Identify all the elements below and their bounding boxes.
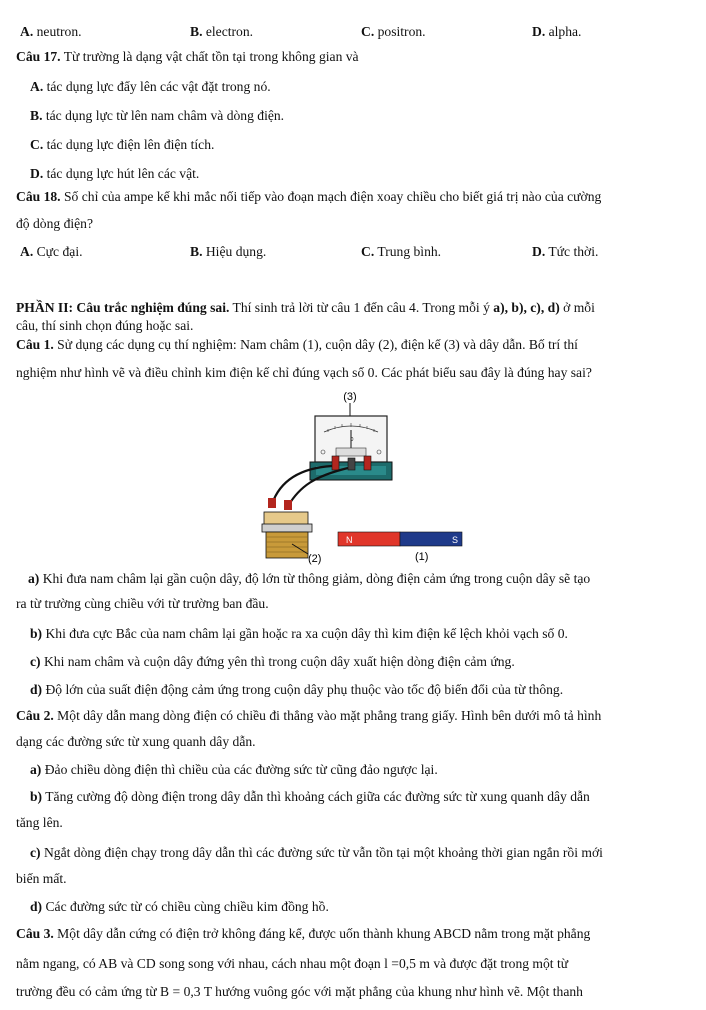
- magnet-label: (1): [415, 551, 429, 563]
- c2-item-b-line2: tăng lên.: [16, 815, 63, 830]
- magnet-icon: [338, 532, 462, 546]
- prev-option-d: D. alpha.: [532, 24, 582, 39]
- c3-stem-line2: nằm ngang, có AB và CD song song với nhau, cách nhau một đoạn l =0,5 m và được đặt trong một từ: [16, 956, 569, 971]
- q18-option-d: D. Tức thời.: [532, 244, 599, 259]
- part2-intro-line2: câu, thí sinh chọn đúng hoặc sai.: [16, 318, 194, 333]
- c1-item-b: b) Khi đưa cực Bắc của nam châm lại gần hoặc ra xa cuộn dây thì kim điện kế lệch khỏi vạch số 0.: [30, 626, 568, 641]
- c1-item-a: a) Khi đưa nam châm lại gần cuộn dây, độ lớn từ thông giảm, dòng điện cảm ứng trong cuộn dây sẽ tạo: [28, 571, 591, 586]
- q18-option-a: A. Cực đại.: [20, 244, 83, 259]
- coil-icon: [262, 512, 312, 558]
- c3-stem-line1: Câu 3. Một dây dẫn cứng có điện trở không đáng kể, được uốn thành khung ABCD nằm trong mặt phẳng: [16, 926, 591, 941]
- q18-option-c: C. Trung bình.: [361, 244, 442, 259]
- prev-option-c: C. positron.: [361, 24, 426, 39]
- c2-item-d: d) Các đường sức từ có chiều cùng chiều kim đồng hồ.: [30, 899, 329, 914]
- coil-label: (2): [308, 553, 322, 565]
- galvanometer-icon: [310, 416, 392, 480]
- c1-item-c: c) Khi nam châm và cuộn dây đứng yên thì trong cuộn dây xuất hiện dòng điện cảm ứng.: [30, 654, 515, 669]
- part2-heading: PHẦN II: Câu trắc nghiệm đúng sai. Thí sinh trả lời từ câu 1 đến câu 4. Trong mỗi ý a), b), c), d) ở mỗi: [16, 300, 595, 315]
- q17-option-b: B. tác dụng lực từ lên nam châm và dòng điện.: [30, 108, 285, 123]
- c3-stem-line3: trường đều có cảm ứng từ B = 0,3 T hướng vuông góc với mặt phẳng của khung như hình vẽ. Một thanh: [16, 984, 583, 999]
- prev-option-b: B. electron.: [190, 24, 254, 39]
- c2-item-a: a) Đảo chiều dòng điện thì chiều của các đường sức từ cũng đảo ngược lại.: [30, 762, 438, 777]
- c1-item-d: d) Độ lớn của suất điện động cảm ứng trong cuộn dây phụ thuộc vào tốc độ biến đổi của từ thông.: [30, 682, 564, 697]
- c2-stem-line1: Câu 2. Một dây dẫn mang dòng điện có chiều đi thẳng vào mặt phẳng trang giấy. Hình bên dưới mô tả hình: [16, 708, 602, 723]
- q17-stem: Câu 17. Từ trường là dạng vật chất tồn tại trong không gian và: [16, 49, 359, 64]
- q18-stem-line1: Câu 18. Số chỉ của ampe kế khi mắc nối tiếp vào đoạn mạch điện xoay chiều cho biết giá trị nào của cường: [16, 189, 602, 204]
- magnet-pole-s: S: [452, 535, 459, 545]
- q17-option-a: A. tác dụng lực đẩy lên các vật đặt trong nó.: [30, 79, 271, 94]
- magnet-pole-n: N: [346, 535, 353, 545]
- c2-stem-line2: dạng các đường sức từ xung quanh dây dẫn.: [16, 734, 256, 749]
- q17-option-d: D. tác dụng lực hút lên các vật.: [30, 166, 200, 181]
- galvanometer-label: (3): [343, 391, 357, 403]
- c2-item-c: c) Ngắt dòng điện chạy trong dây dẫn thì các đường sức từ vẫn tồn tại một khoảng thời gian ngắn rồi mới: [30, 845, 603, 860]
- prev-option-a: A. neutron.: [20, 24, 82, 39]
- c1-stem-line1: Câu 1. Sử dụng các dụng cụ thí nghiệm: Nam châm (1), cuộn dây (2), điện kế (3) và dây dẫn. Bố trí thí: [16, 337, 578, 352]
- c2-item-b: b) Tăng cường độ dòng điện trong dây dẫn thì khoảng cách giữa các đường sức từ xung quanh dây dẫn: [30, 789, 590, 804]
- q18-stem-line2: độ dòng điện?: [16, 216, 94, 231]
- galvanometer-zero: 0: [350, 437, 354, 443]
- q18-option-b: B. Hiệu dụng.: [190, 244, 267, 259]
- c1-stem-line2: nghiệm như hình vẽ và điều chỉnh kim điện kế chỉ đúng vạch số 0. Các phát biểu sau đây là đúng hay sai?: [16, 365, 592, 380]
- q17-option-c: C. tác dụng lực điện lên điện tích.: [30, 137, 215, 152]
- c1-item-a-line2: ra từ trường cùng chiều với từ trường ban đầu.: [16, 596, 269, 611]
- experiment-figure: [240, 386, 470, 566]
- c2-item-c-line2: biến mất.: [16, 871, 67, 886]
